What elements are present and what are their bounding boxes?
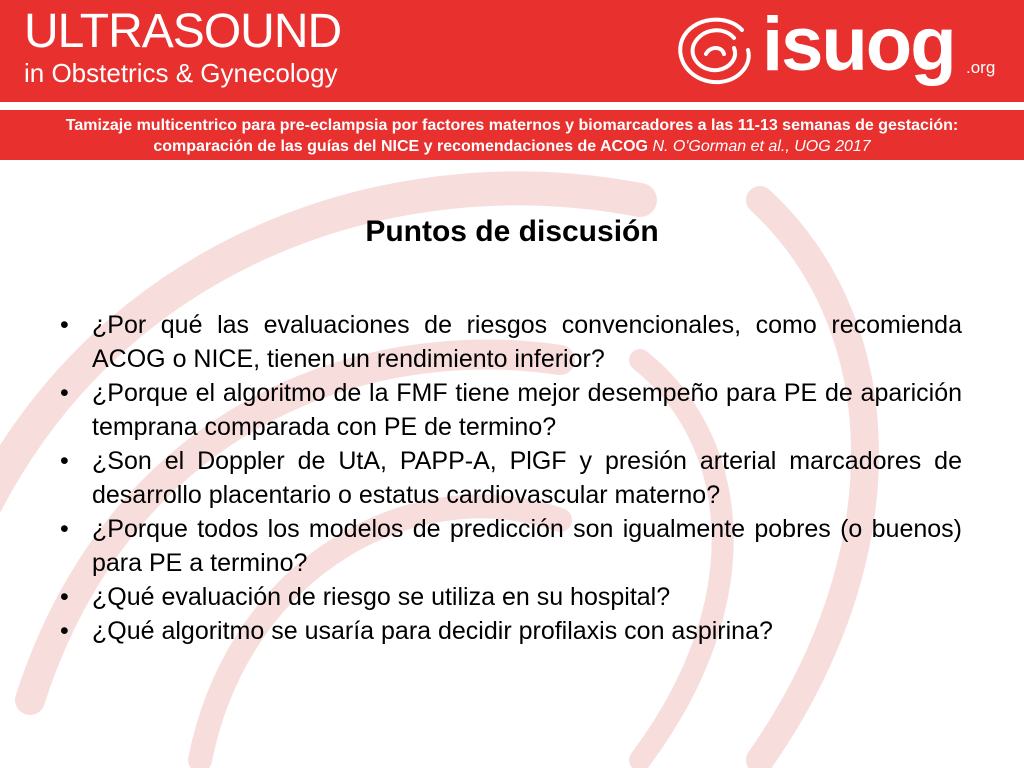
banner-line-2 <box>0 136 1024 157</box>
isuog-emblem-icon <box>672 10 758 90</box>
page-title: Puntos de discusión <box>365 215 659 248</box>
list-item <box>60 308 962 376</box>
bullet-glyph: • <box>60 379 69 407</box>
list-item <box>60 444 962 512</box>
journal-title: ULTRASOUND <box>24 5 342 58</box>
list-item <box>60 614 962 648</box>
list-item-text: ¿Qué algoritmo se usaría para decidir profilaxis con aspirina? <box>92 617 773 645</box>
list-item-text: ¿Por qué las evaluaciones de riesgos convencionales, como recomienda ACOG o NICE, tienen un rendimiento inferior? <box>92 311 962 373</box>
list-item <box>60 580 962 614</box>
isuog-logo <box>668 2 1008 96</box>
list-item-text: ¿Qué evaluación de riesgo se utiliza en su hospital? <box>92 583 671 611</box>
list-item <box>60 376 962 444</box>
bullet-glyph: • <box>60 447 69 475</box>
banner-line-2-text: comparación de las guías del NICE y recomendaciones de ACOG <box>153 138 648 155</box>
list-item <box>60 512 962 580</box>
journal-header <box>0 0 1024 102</box>
discussion-list <box>60 308 962 648</box>
banner-line-1: Tamizaje multicentrico para pre-eclampsia por factores maternos y biomarcadores a las 11-13 semanas de gestación: <box>65 117 959 134</box>
bullet-glyph: • <box>60 617 69 645</box>
bullet-glyph: • <box>60 515 69 543</box>
logo-wordmark: isuog <box>762 2 955 87</box>
journal-subtitle: in Obstetrics & Gynecology <box>24 58 338 88</box>
list-item-text: ¿Porque todos los modelos de predicción son igualmente pobres (o buenos) para PE a termino? <box>92 515 962 577</box>
bullet-glyph: • <box>60 583 69 611</box>
header-divider <box>0 102 1024 110</box>
citation-banner <box>0 110 1024 160</box>
list-item-text: ¿Son el Doppler de UtA, PAPP-A, PlGF y presión arterial marcadores de desarrollo placentario o estatus cardiovascular materno? <box>92 447 962 509</box>
banner-author: N. O'Gorman et al., UOG 2017 <box>652 138 871 155</box>
logo-domain-suffix: .org <box>966 58 996 77</box>
bullet-glyph: • <box>60 311 69 339</box>
list-item-text: ¿Porque el algoritmo de la FMF tiene mejor desempeño para PE de aparición temprana comparada con PE de termino? <box>92 379 962 441</box>
